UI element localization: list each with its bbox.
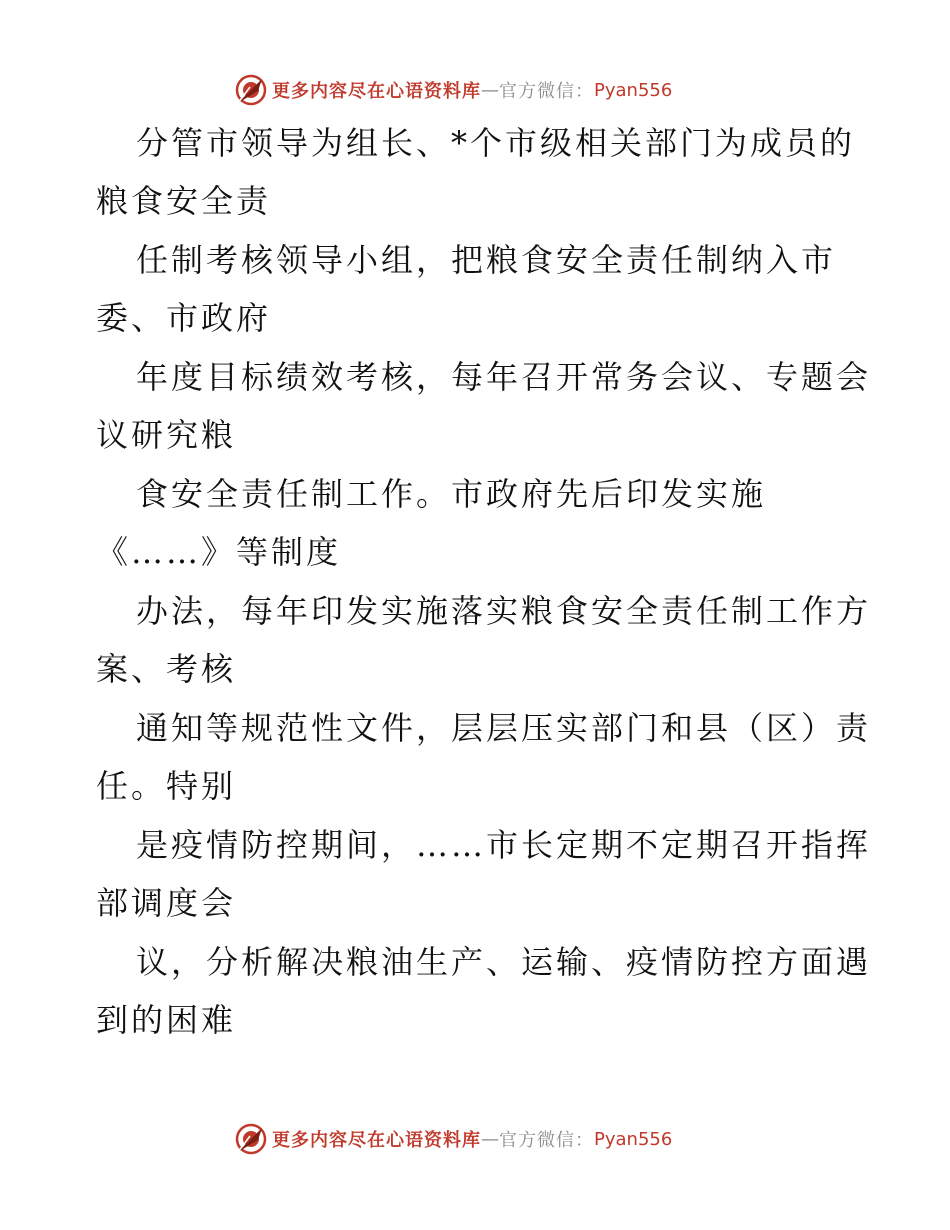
- text-line: 议研究粮: [96, 416, 237, 454]
- wechat-label: 官方微信：: [499, 1130, 594, 1151]
- wechat-label: 官方微信：: [499, 81, 594, 102]
- quill-logo-icon: [234, 73, 268, 107]
- watermark-text: 更多内容尽在心语资料库: [272, 1130, 481, 1151]
- wechat-id: Pyan556: [594, 79, 673, 101]
- watermark-footer: [234, 1122, 672, 1156]
- text-line: 任制考核领导小组，把粮食安全责任制纳入市: [136, 241, 837, 279]
- text-line: 任。特别: [96, 767, 237, 805]
- text-line: 案、考核: [96, 650, 237, 688]
- wechat-id: Pyan556: [594, 1128, 673, 1150]
- text-line: 粮食安全责: [96, 182, 272, 220]
- text-line: 办法，每年印发实施落实粮食安全责任制工作方: [136, 592, 872, 630]
- watermark-separator: —: [481, 79, 499, 101]
- watermark-text: 更多内容尽在心语资料库: [272, 81, 481, 102]
- text-line: 食安全责任制工作。市政府先后印发实施: [136, 475, 767, 513]
- watermark-separator: —: [481, 1128, 499, 1150]
- text-line: 分管市领导为组长、*个市级相关部门为成员的: [136, 124, 856, 162]
- text-line: 部调度会: [96, 884, 237, 922]
- watermark-header: [234, 73, 672, 107]
- quill-logo-icon: [234, 1122, 268, 1156]
- text-line: 到的困难: [96, 1001, 237, 1039]
- text-line: 通知等规范性文件，层层压实部门和县（区）责: [136, 709, 872, 747]
- text-line: 委、市政府: [96, 299, 272, 337]
- text-line: 是疫情防控期间，……市长定期不定期召开指挥: [136, 826, 872, 864]
- text-line: 《……》等制度: [96, 533, 342, 571]
- text-line: 议，分析解决粮油生产、运输、疫情防控方面遇: [136, 943, 872, 981]
- text-line: 年度目标绩效考核，每年召开常务会议、专题会: [136, 358, 872, 396]
